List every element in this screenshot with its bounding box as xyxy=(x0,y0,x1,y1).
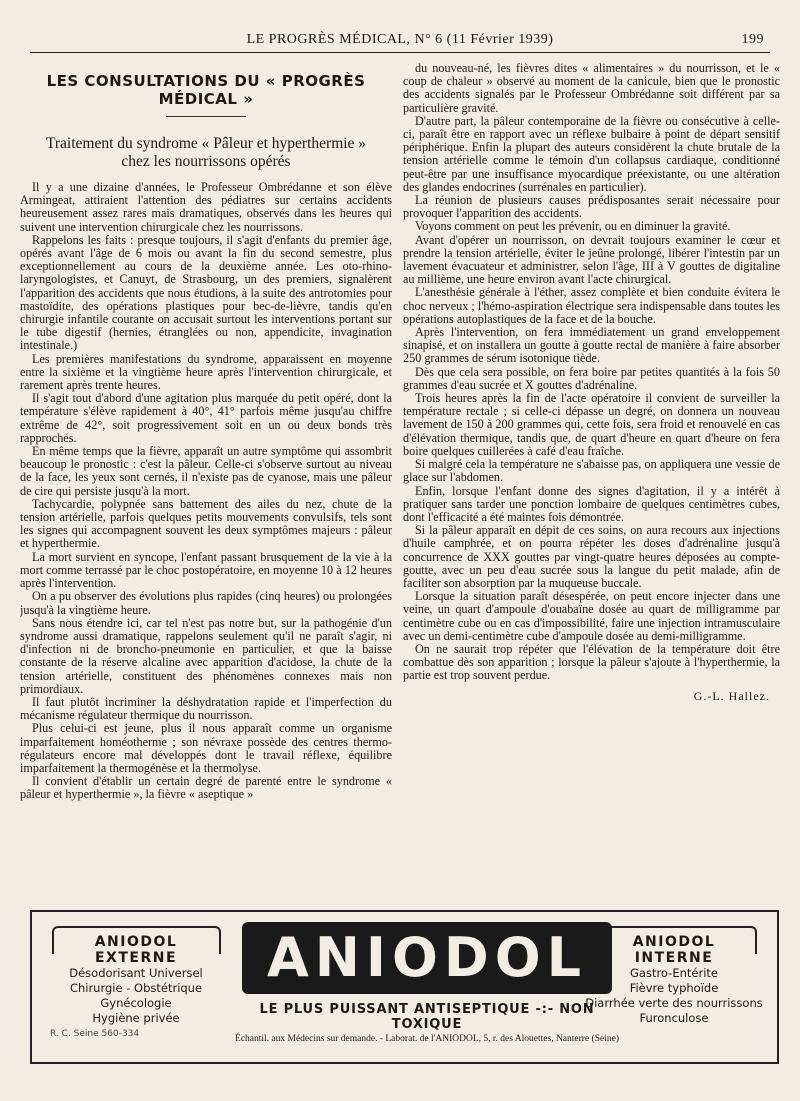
article-paragraph: Avant d'opérer un nourrisson, on devrait toujours examiner le cœur et prendre la tension artérielle, éviter le jeûne prolongé, libérer l'intestin par un lavement évacuateur et administrer, selon l'âge, III à V gouttes de digitaline au millième, une heure environ avant l'acte chirurgical. xyxy=(403,232,780,287)
ad-brand-name: ANIODOL xyxy=(266,926,588,989)
article-paragraph: du nouveau-né, les fièvres dites « alimentaires » du nourrisson, et le « coup de chaleur » observé au moment de la canicule, bien que le pronostic des accidents signalés par le Professeur Ombrédanne soit différent par sa particulière gravité. xyxy=(403,62,780,115)
article-paragraph: Sans nous étendre ici, car tel n'est pas notre but, sur la pathogénie d'un syndrome aussi dramatique, rappelons seulement qu'il ne paraît s'agir, ni d'infection ni de broncho-pneumonie en particulier, et que la baisse constante de la réserve alcaline avec apparition d'acidose, la chute de la tension artérielle, constituent des phénomènes connexes mais non primordiaux. xyxy=(20,615,392,696)
article-paragraph: Si malgré cela la température ne s'abaisse pas, on appliquera une vessie de glace sur l'abdomen. xyxy=(403,457,780,485)
ad-externe-line: Gynécologie xyxy=(100,996,172,1010)
page-number: 199 xyxy=(741,32,764,47)
ad-externe-line: Chirurgie - Obstétrique xyxy=(69,981,203,995)
header-rule xyxy=(30,52,770,53)
running-header xyxy=(30,30,770,52)
ad-interne-line: Gastro-Entérite xyxy=(630,966,718,980)
article-paragraph: La mort survient en syncope, l'enfant passant brusquement de la vie à la mort comme terrassé par le choc postopératoire, en moyenne 10 à 12 heures après l'intervention. xyxy=(20,549,392,591)
ad-registration: R. C. Seine 560-334 xyxy=(50,1029,140,1039)
article-paragraph: Si la pâleur apparaît en dépit de ces soins, on aura recours aux injections d'huile camphrée, et on pourra répéter les doses d'adrénaline jusqu'à concurrence de XXX gouttes par vingt-quatre heures déposées au compte-goutte, avec un peu d'eau sucrée sous la langue du petit malade, afin de faciliter son absorption par la muqueuse buccale. xyxy=(403,523,780,590)
ad-interne-line: Diarrhée verte des nourrissons xyxy=(585,996,763,1010)
article-title-line-1: Traitement du syndrome « Pâleur et hyperthermie » xyxy=(45,135,367,152)
left-column xyxy=(20,62,392,892)
ad-externe-line: Désodorisant Universel xyxy=(69,966,203,980)
article-paragraph: Lorsque la situation paraît désespérée, on peut encore injecter dans une veine, un quart d'ampoule d'ouabaïne dosée au quart de milligramme par centimètre cube ou en cas d'impossibilité, faire une injection intramusculaire avec un demi-centimètre cube d'ampoule dosée au demi-milligramme. xyxy=(403,589,780,643)
aniodol-advertisement xyxy=(30,910,779,1064)
article-paragraph: D'autre part, la pâleur contemporaine de la fièvre ou consécutive à celle-ci, paraît être en rapport avec un réflexe bulbaire à point de départ sensitif périphérique. Enfin la plupart des auteurs considèrent la chute brutale de la tension artérielle comme le témoin d'un collapsus cardiaque, conditionné peut-être par une insuffisance myocardique préexistante, ou une altération des glandes endocrines (surrénales en particulier). xyxy=(403,113,780,194)
article-paragraph: L'anesthésie générale à l'éther, assez complète et bien conduite évitera le choc nerveux ; l'hémo-aspiration électrique sera indispensable dans toutes les opérations autoplastiques de la face et de la bouche. xyxy=(403,285,780,326)
article-paragraph: Trois heures après la fin de l'acte opératoire il convient de surveiller la température rectale ; si celle-ci dépasse un degré, on donnera un nouveau lavement de 150 à 200 grammes qui, cette fois, sera froid et renouvelé en cas d'élévation thermique, tandis que, de quart d'heure en quart d'heure on fera boire quelques cuillerées à café d'eau fraîche. xyxy=(403,391,780,458)
ad-interne-line: Furonculose xyxy=(639,1011,709,1025)
ad-interne-heading-2: INTERNE xyxy=(634,950,714,966)
article-paragraph: Il faut plutôt incriminer la déshydratation rapide et l'imperfection du mécanisme régulateur thermique du nourrisson. xyxy=(20,694,392,723)
ad-interne-panel xyxy=(579,934,769,1026)
ad-brand-banner xyxy=(242,922,612,994)
left-column-body xyxy=(20,181,392,802)
ad-externe-heading-1: ANIODOL xyxy=(94,934,178,950)
right-column-body xyxy=(403,62,780,683)
article-paragraph: Tachycardie, polypnée sans battement des ailes du nez, chute de la tension artérielle, parfois quelques petits mouvements convulsifs, tels sont les signes qui accompagnent souvent les deux symptômes majeurs : pâleur et hyperthermie. xyxy=(20,496,392,551)
article-paragraph: Dès que cela sera possible, on fera boire par petites quantités à la fois 50 grammes d'eau sucrée et X gouttes d'adrénaline. xyxy=(403,364,780,392)
article-paragraph: Plus celui-ci est jeune, plus il nous apparaît comme un organisme imparfaitement homéotherme ; son névraxe possède des centres thermo-régulateurs encore mal développés dont le travail réflexe, équilibre imparfaitement la thermogénèse et la thermolyse. xyxy=(20,721,392,775)
author-signature: G.-L. Hallez. xyxy=(693,688,770,703)
article-paragraph: La réunion de plusieurs causes prédisposantes serait nécessaire pour provoquer l'apparition des accidents. xyxy=(403,193,780,221)
ad-externe-panel xyxy=(46,934,226,1040)
article-paragraph: Les premières manifestations du syndrome, apparaissent en moyenne entre la sixième et la vingtième heure après l'intervention chirurgicale, et rarement après trente heures. xyxy=(20,351,392,393)
section-title: LES CONSULTATIONS DU « PROGRÈS MÉDICAL » xyxy=(46,72,366,108)
ad-externe-line: Hygiène privée xyxy=(92,1011,180,1025)
article-paragraph: Rappelons les faits : presque toujours, il s'agit d'enfants du premier âge, opérés avant l'âge de 6 mois ou avant la fin du second semestre, plus exceptionnellement au cours de la deuxième année. Les oto-rhino-laryngologistes, et Canuyt, de Strasbourg, un des premiers, signalèrent l'apparition des accidents que nous étudions, à la suite des antrotomies pour mastoïdite, des opérations plastiques pour bec-de-lièvre, tandis qu'en chirurgie infantile courante on accusait surtout les interventions portant sur le tube digestif (hernies, étranglées ou non, appendicite, invagination intestinale.) xyxy=(20,232,392,353)
article-title-line-2: chez les nourrissons opérés xyxy=(121,153,291,170)
journal-title: LE PROGRÈS MÉDICAL, N° 6 (11 Février 1939) xyxy=(246,32,554,47)
ad-footer: Échantil. aux Médecins sur demande. - Laborat. de l'ANIODOL, 5, r. des Alouettes, Nanterre (Seine) xyxy=(235,1034,619,1044)
article-paragraph: On a pu observer des évolutions plus rapides (cinq heures) ou prolongées jusqu'à la vingtième heure. xyxy=(20,589,392,617)
article-title xyxy=(20,135,392,171)
section-divider xyxy=(166,116,246,117)
article-paragraph: Il convient d'établir un certain degré de parenté entre le syndrome « pâleur et hyperthermie », la fièvre « aseptique » xyxy=(20,774,392,802)
ad-externe-heading-2: EXTERNE xyxy=(94,950,178,966)
ad-tagline: LE PLUS PUISSANT ANTISEPTIQUE -:- NON TOXIQUE xyxy=(259,1002,595,1032)
article-paragraph: On ne saurait trop répéter que l'élévation de la température doit être combattue dès son apparition ; lorsque la pâleur s'ajoute à l'hyperthermie, la partie est trop souvent perdue. xyxy=(403,641,780,683)
article-paragraph: En même temps que la fièvre, apparaît un autre symptôme qui assombrit beaucoup le pronostic : c'est la pâleur. Celle-ci s'observe surtout au niveau de la face, les yeux sont cernés, il n'existe pas de cyanose, mais une pâleur de cire qui persiste jusqu'à la mort. xyxy=(20,444,392,498)
article-paragraph: Enfin, lorsque l'enfant donne des signes d'agitation, il y a intérêt à pratiquer sans tarder une ponction lombaire de quelques centimètres cubes, dont l'efficacité a été maintes fois démontrée. xyxy=(403,483,780,524)
right-column xyxy=(403,62,780,892)
article-paragraph: Après l'intervention, on fera immédiatement un grand enveloppement sinapisé, et on installera un goutte à goutte rectal de manière à faire absorber 250 grammes de sérum isotonique tiède. xyxy=(403,325,780,366)
article-paragraph: Voyons comment on peut les prévenir, ou en diminuer la gravité. xyxy=(415,219,731,234)
article-paragraph: Il y a une dizaine d'années, le Professeur Ombrédanne et son élève Armingeat, attiraient l'attention des pédiatres sur certains accidents heureusement assez rares mais dramatiques, observés dans les heures qui suivent une intervention chirurgicale chez les nourrissons. xyxy=(20,180,392,234)
ad-interne-heading-1: ANIODOL xyxy=(632,934,716,950)
ad-interne-line: Fièvre typhoïde xyxy=(629,981,719,995)
article-paragraph: Il s'agit tout d'abord d'une agitation plus marquée du petit opéré, dont la température s'élève rapidement à 40°, 41° parfois même jusqu'au chiffre extrême de 42°, soit progressivement soit en un ou deux bonds très rapprochés. xyxy=(20,391,392,445)
